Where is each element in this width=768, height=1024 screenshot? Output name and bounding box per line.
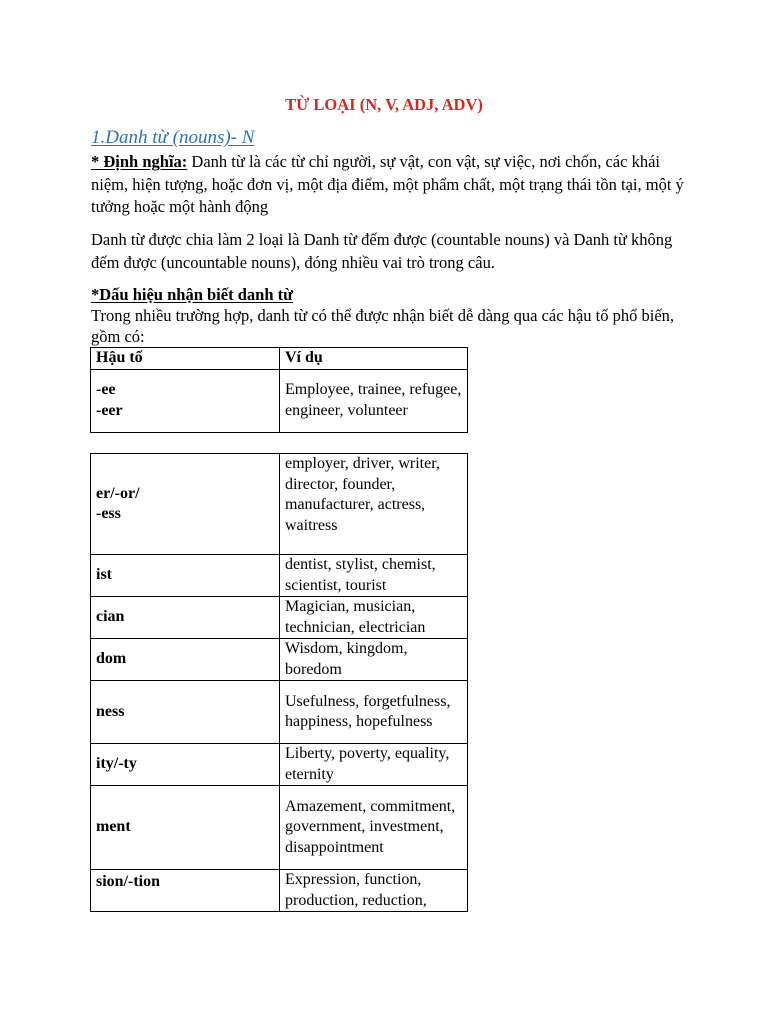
header-example: Ví dụ [280, 348, 468, 370]
section-heading-nouns: 1.Danh từ (nouns)- N [91, 127, 255, 148]
example-cell: Usefulness, forgetfulness, happiness, hopefulness [280, 681, 468, 744]
table-row [91, 870, 468, 912]
example-text: Employee, trainee, refugee, engineer, volunteer [285, 381, 462, 419]
table-row [91, 555, 468, 597]
suffix-cell: ment [91, 786, 280, 870]
example-cell: Expression, function, production, reduction, [280, 870, 468, 912]
suffix-cell: ist [91, 555, 280, 597]
suffix-line: er/-or/ [96, 484, 140, 502]
definition-paragraph [91, 151, 691, 219]
recognition-intro: Trong nhiều trường hợp, danh từ có thể được nhận biết dễ dàng qua các hậu tố phổ biến, gồm có: [91, 306, 675, 346]
noun-types-paragraph: Danh từ được chia làm 2 loại là Danh từ đếm được (countable nouns) và Danh từ không đếm được (uncountable nouns), đóng nhiều vai trò trong câu. [91, 230, 673, 272]
suffix-line: -ess [96, 505, 121, 522]
example-cell [280, 454, 468, 555]
recognition-heading: *Dấu hiệu nhận biết danh từ [91, 285, 294, 304]
example-cell: Wisdom, kingdom, boredom [280, 639, 468, 681]
table-row [91, 639, 468, 681]
example-cell: dentist, stylist, chemist, scientist, tourist [280, 555, 468, 597]
example-text: employer, driver, writer, director, founder, manufacturer, actress, waitress [285, 455, 440, 534]
definition-label: * Định nghĩa: [91, 152, 188, 171]
table-row [91, 744, 468, 786]
suffix-cell: sion/-tion [91, 870, 280, 912]
suffix-cell: ness [91, 681, 280, 744]
table-row [91, 597, 468, 639]
suffix-cell [91, 369, 280, 432]
suffix-cell: dom [91, 639, 280, 681]
example-cell: Amazement, commitment, government, investment, disappointment [280, 786, 468, 870]
suffix-cell: cian [91, 597, 280, 639]
example-cell [280, 369, 468, 432]
suffix-table-1 [90, 347, 468, 433]
header-suffix: Hậu tố [91, 348, 280, 370]
suffix-cell [91, 454, 280, 555]
table-row [91, 681, 468, 744]
table-row [91, 454, 468, 555]
definition-text: Danh từ là các từ chỉ người, sự vật, con vật, sự việc, nơi chốn, các khái niệm, hiện tượng, hoặc đơn vị, một địa điểm, một phẩm chất, một trạng thái tồn tại, một ý tưởng hoặc một hành động [91, 152, 684, 216]
table-row [91, 786, 468, 870]
suffix-line: -eer [96, 401, 123, 419]
example-cell: Magician, musician, technician, electrician [280, 597, 468, 639]
suffix-line: -ee [96, 381, 116, 398]
example-cell: Liberty, poverty, equality, eternity [280, 744, 468, 786]
table-row [91, 369, 468, 432]
suffix-cell: ity/-ty [91, 744, 280, 786]
suffix-table-2 [90, 453, 468, 912]
table-header-row [91, 348, 468, 370]
document-title: TỪ LOẠI (N, V, ADJ, ADV) [285, 95, 483, 114]
